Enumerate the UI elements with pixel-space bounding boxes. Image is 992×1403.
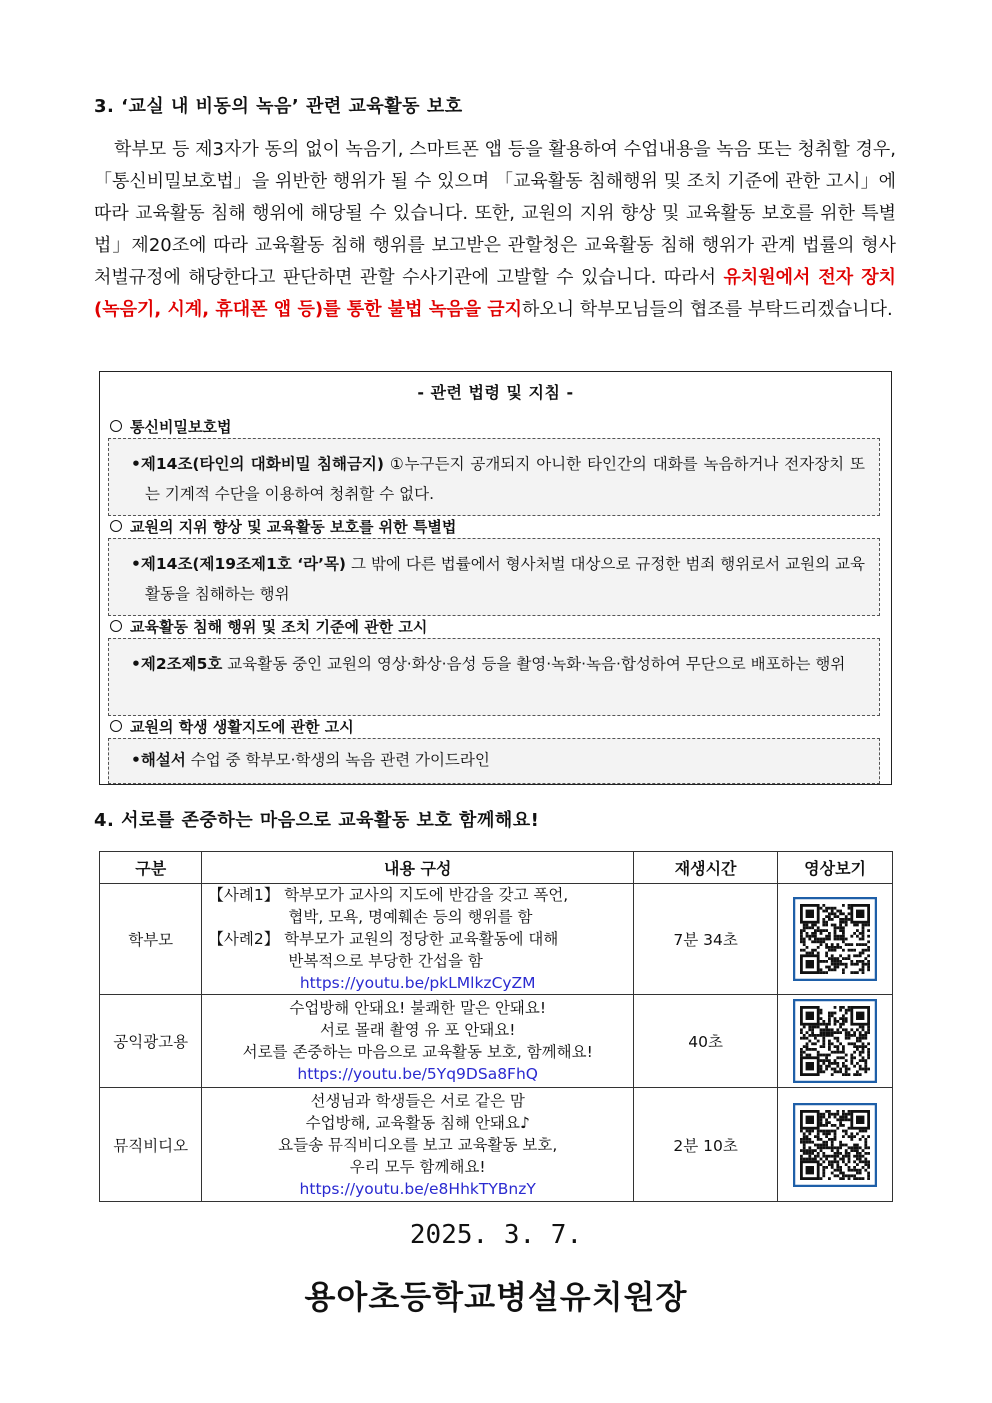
law-item-2-article: •제14조(제19조제1호 ‘라’목) bbox=[131, 555, 347, 573]
law-item-4-article: •해설서 bbox=[131, 751, 186, 769]
row-1-line-2: 협박, 모욕, 명예훼손 등의 행위를 함 bbox=[288, 908, 533, 926]
signer-name: 용아초등학교병설유치원장 bbox=[304, 1278, 688, 1316]
row-1-category: 학부모 bbox=[100, 884, 202, 995]
law-item-1-article: •제14조(타인의 대화비밀 침해금지) bbox=[131, 455, 384, 473]
row-1-video-link[interactable]: https://youtu.be/pkLMlkzCyZM bbox=[299, 974, 536, 992]
row-1-line-1: 【사례1】 학부모가 교사의 지도에 반감을 갖고 폭언, bbox=[208, 886, 569, 904]
law-category-4-label: 교원의 학생 생활지도에 관한 고시 bbox=[130, 718, 354, 736]
law-category-3 bbox=[110, 616, 427, 637]
law-item-3-article: •제2조제5호 bbox=[131, 655, 223, 673]
law-item-1 bbox=[108, 438, 880, 516]
law-item-3-text: 교육활동 중인 교원의 영상·화상·음성 등을 촬영·녹화·녹음·합성하여 무단으로 배포하는 행위 bbox=[222, 655, 846, 673]
circle-bullet-icon bbox=[110, 520, 122, 532]
row-2-duration: 40초 bbox=[634, 995, 778, 1088]
law-item-1-text: ①누구든지 공개되지 아니한 타인간의 대화를 녹음하거나 전자장치 또는 기계적 수단을 이용하여 청취할 수 없다. bbox=[145, 455, 865, 503]
law-item-4 bbox=[108, 738, 880, 784]
row-3-line-4: 우리 모두 함께해요! bbox=[349, 1157, 486, 1176]
video-table bbox=[99, 851, 893, 1202]
header-content: 내용 구성 bbox=[202, 852, 634, 884]
circle-bullet-icon bbox=[110, 720, 122, 732]
law-item-3 bbox=[108, 638, 880, 716]
circle-bullet-icon bbox=[110, 420, 122, 432]
row-3-video-link[interactable]: https://youtu.be/e8HhkTYBnzY bbox=[299, 1179, 536, 1198]
row-3-category: 뮤직비디오 bbox=[100, 1088, 202, 1202]
row-3-line-1: 선생님과 학생들은 서로 같은 맘 bbox=[310, 1091, 525, 1110]
row-2-line-2: 서로 몰래 촬영 유 포 안돼요! bbox=[319, 1021, 516, 1039]
paragraph-text-2: 하오니 학부모님들의 협조를 부탁드리겠습니다. bbox=[522, 299, 893, 320]
row-1-line-3: 【사례2】 학부모가 교원의 정당한 교육활동에 대해 bbox=[208, 930, 559, 948]
related-laws-title: - 관련 법령 및 지침 - bbox=[417, 383, 574, 402]
table-row bbox=[100, 995, 893, 1088]
row-2-video-link[interactable]: https://youtu.be/5Yq9DSa8FhQ bbox=[297, 1065, 538, 1083]
row-3-qr-cell bbox=[778, 1088, 893, 1202]
related-laws-box bbox=[99, 371, 892, 785]
law-category-2-label: 교원의 지위 향상 및 교육활동 보호를 위한 특별법 bbox=[130, 518, 457, 536]
header-category: 구분 bbox=[100, 852, 202, 884]
row-3-line-2: 수업방해, 교육활동 침해 안돼요♪ bbox=[305, 1113, 530, 1132]
row-2-qr-cell bbox=[778, 995, 893, 1088]
document-date: 2025. 3. 7. bbox=[409, 1220, 583, 1250]
section-4-heading: 4. 서로를 존중하는 마음으로 교육활동 보호 함께해요! bbox=[94, 810, 540, 831]
row-2-line-1: 수업방해 안돼요! 불쾌한 말은 안돼요! bbox=[289, 999, 547, 1017]
row-2-line-3: 서로를 존중하는 마음으로 교육활동 보호, 함께해요! bbox=[242, 1043, 593, 1061]
row-3-duration: 2분 10초 bbox=[634, 1088, 778, 1202]
row-1-qr-cell bbox=[778, 884, 893, 995]
section-3-paragraph bbox=[94, 134, 896, 326]
row-1-duration: 7분 34초 bbox=[634, 884, 778, 995]
row-2-content bbox=[202, 995, 634, 1088]
law-category-4 bbox=[110, 716, 354, 737]
header-watch: 영상보기 bbox=[778, 852, 893, 884]
qr-code-icon[interactable] bbox=[793, 999, 877, 1083]
qr-code-icon[interactable] bbox=[793, 897, 877, 981]
header-duration: 재생시간 bbox=[634, 852, 778, 884]
law-item-2-text: 그 밖에 다른 법률에서 형사처벌 대상으로 규정한 범죄 행위로서 교원의 교육활동을 침해하는 행위 bbox=[145, 555, 865, 603]
table-header-row bbox=[100, 852, 893, 884]
qr-code-icon[interactable] bbox=[793, 1103, 877, 1187]
circle-bullet-icon bbox=[110, 620, 122, 632]
row-3-line-3: 요들송 뮤직비디오를 보고 교육활동 보호, bbox=[278, 1135, 558, 1154]
row-1-line-4: 반복적으로 부당한 간섭을 함 bbox=[288, 952, 483, 970]
law-category-2 bbox=[110, 516, 456, 537]
law-item-4-text: 수업 중 학부모·학생의 녹음 관련 가이드라인 bbox=[185, 751, 490, 769]
section-3-heading: 3. ‘교실 내 비동의 녹음’ 관련 교육활동 보호 bbox=[94, 96, 463, 117]
table-row bbox=[100, 1088, 893, 1202]
law-category-1-label: 통신비밀보호법 bbox=[130, 418, 232, 436]
law-category-1 bbox=[110, 416, 231, 437]
row-2-category: 공익광고용 bbox=[100, 995, 202, 1088]
row-1-content bbox=[202, 884, 634, 995]
row-3-content bbox=[202, 1088, 634, 1202]
paragraph-red-emphasis: 유치원에서 전자 장치(녹음기, 시계, 휴대폰 앱 등)를 통한 불법 녹음을 금지 bbox=[94, 267, 896, 320]
table-row bbox=[100, 884, 893, 995]
paragraph-text-1: 학부모 등 제3자가 동의 없이 녹음기, 스마트폰 앱 등을 활용하여 수업내용을 녹음 또는 청취할 경우, 「통신비밀보호법」을 위반한 행위가 될 수 있으며 「교육활동 침해행위 및 조치 기준에 관한 고시」에 따라 교육활동 침해 행위에 해당될 수 있습니다. 또한, 교원의 지위 향상 및 교육활동 보호를 위한 특별법」제20조에 따라 교육활동 침해 행위를 보고받은 관할청은 교육활동 침해 행위가 관계 법률의 형사처벌규정에 해당한다고 판단하면 관할 수사기관에 고발할 수 있습니다. 따라서 bbox=[94, 139, 896, 288]
law-item-2 bbox=[108, 538, 880, 616]
law-category-3-label: 교육활동 침해 행위 및 조치 기준에 관한 고시 bbox=[130, 618, 428, 636]
